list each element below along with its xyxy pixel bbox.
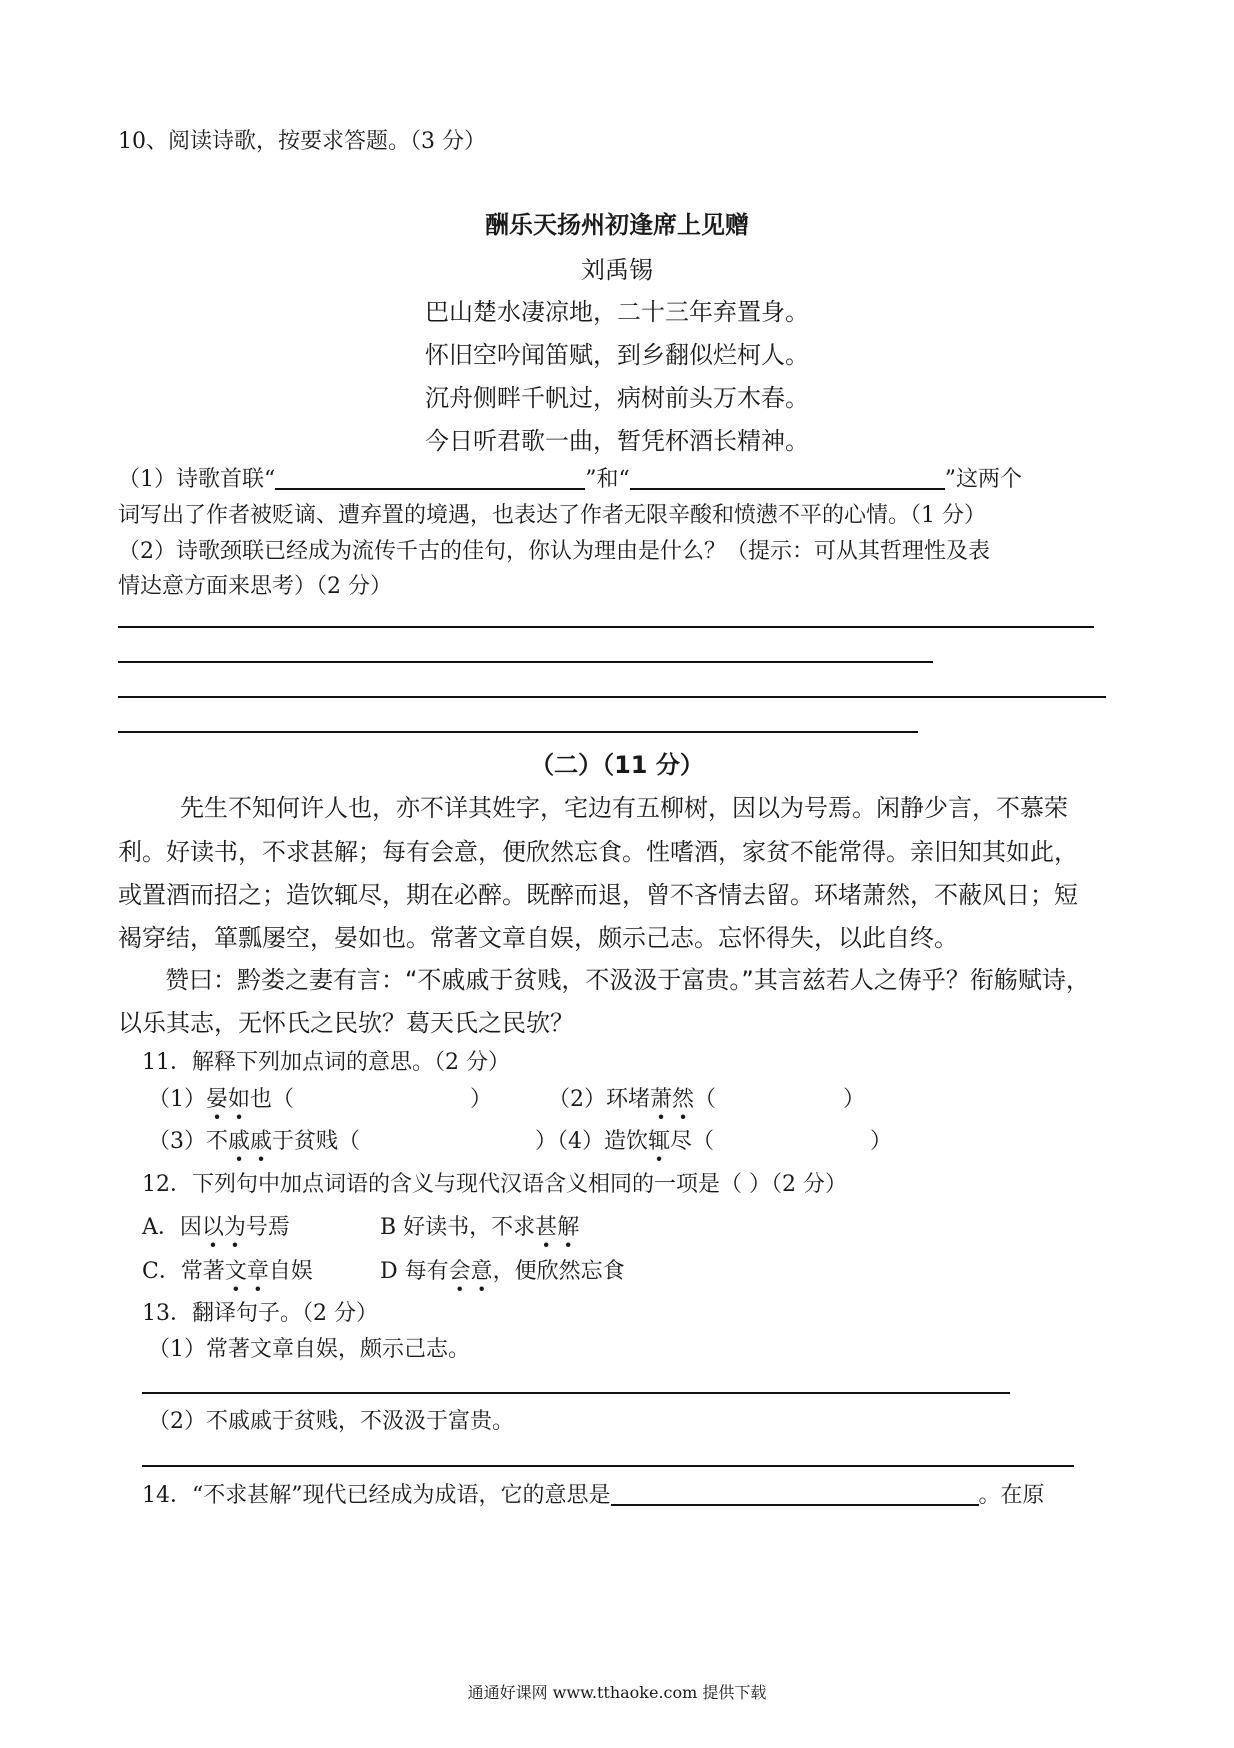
poem-line-3: 沉舟侧畔千帆过，病树前头万木春。	[425, 384, 809, 412]
q10-sub2-line2: 情达意方面来思考）（2 分）	[118, 574, 392, 599]
q11-item-3: （3）不戚戚于贫贱（	[148, 1124, 360, 1155]
q13-prompt: 13．翻译句子。（2 分）	[142, 1301, 378, 1326]
q11-item-2: （2）环堵萧然（	[548, 1082, 716, 1113]
dotted-word: 章	[246, 1259, 269, 1284]
q14-text-a: 14．“不求甚解”现代已经成为成语，它的意思是	[142, 1483, 611, 1508]
q12-option-b[interactable]: B 好读书，不求甚解	[380, 1210, 579, 1241]
poem-line-1: 巴山楚水凄凉地，二十三年弃置身。	[425, 298, 809, 326]
q10-blank-2[interactable]	[630, 488, 945, 490]
passage-line-3: 或置酒而招之；造饮辄尽，期在必醉。既醉而退，曾不吝情去留。环堵萧然，不蔽风日；短	[118, 881, 1078, 909]
dotted-word: 文	[224, 1259, 247, 1284]
q14-blank[interactable]	[611, 1504, 979, 1506]
dotted-word: 戚	[250, 1129, 273, 1154]
dotted-word: 会	[448, 1259, 471, 1284]
answer-line[interactable]	[118, 661, 933, 663]
q13-sentence-1: （1）常著文章自娱，颇示己志。	[148, 1337, 470, 1362]
q11-answer-4-close[interactable]: ）	[870, 1129, 893, 1154]
q11-answer-1-close[interactable]: ）	[470, 1087, 493, 1112]
poem-line-4: 今日听君歌一曲，暂凭杯酒长精神。	[425, 427, 809, 455]
section-heading: （二）（11 分）	[530, 751, 704, 779]
footer-text: 通通好课网 www.tthaoke.com 提供下载	[467, 1683, 767, 1702]
q11-answer-2-close[interactable]: ）	[843, 1087, 866, 1112]
q12-prompt: 12．下列句中加点词语的含义与现代汉语含义相同的一项是（ ）（2 分）	[142, 1172, 847, 1197]
dotted-word: 如	[228, 1087, 251, 1112]
answer-line[interactable]	[118, 731, 918, 733]
passage-line-6: 以乐其志，无怀氏之民欤？葛天氏之民欤？	[118, 1009, 574, 1037]
q12-option-c[interactable]: C．常著文章自娱	[142, 1254, 313, 1285]
q12-option-a[interactable]: A．因以为号焉	[142, 1210, 290, 1241]
poem-title: 酬乐天扬州初逢席上见赠	[485, 211, 749, 239]
q13-sentence-2: （2）不戚戚于贫贱，不汲汲于富贵。	[148, 1409, 514, 1434]
answer-line[interactable]	[118, 696, 1106, 698]
q11-item-1: （1）晏如也（	[148, 1082, 294, 1113]
q11-item-4: ）（4）造饮辄尽（	[535, 1124, 714, 1155]
dotted-word: 然	[672, 1087, 695, 1112]
q14-line	[142, 1478, 1045, 1509]
dotted-word: 甚	[535, 1215, 558, 1240]
dotted-word: 为	[223, 1215, 246, 1240]
dotted-word: 解	[557, 1215, 580, 1240]
dotted-word: 意	[470, 1259, 493, 1284]
answer-line[interactable]	[142, 1465, 1074, 1467]
q10-sub1-text-a: （1）诗歌首联“	[118, 467, 276, 492]
poem-author: 刘禹锡	[581, 256, 653, 284]
q10-sub1-text-c: ”这两个	[944, 467, 1022, 492]
q11-prompt: 11．解释下列加点词的意思。（2 分）	[142, 1050, 510, 1075]
dotted-word: 以	[201, 1215, 224, 1240]
dotted-word: 辄	[648, 1129, 671, 1154]
q10-blank-1[interactable]	[275, 488, 585, 490]
q10-sub1-line2: 词写出了作者被贬谪、遭弃置的境遇，也表达了作者无限辛酸和愤懑不平的心情。（1 分）	[118, 503, 986, 528]
passage-line-2: 利。好读书，不求甚解；每有会意，便欣然忘食。性嗜酒，家贫不能常得。亲旧知其如此，	[118, 838, 1078, 866]
q10-sub1-text-b: ”和“	[585, 467, 630, 492]
dotted-word: 萧	[650, 1087, 673, 1112]
q10-sub1-line1	[118, 462, 1022, 493]
answer-line[interactable]	[142, 1392, 1010, 1394]
dotted-word: 晏	[206, 1087, 229, 1112]
dotted-word: 戚	[228, 1129, 251, 1154]
q12-option-d[interactable]: D 每有会意，便欣然忘食	[380, 1254, 625, 1285]
q10-prompt: 10、阅读诗歌，按要求答题。（3 分）	[118, 129, 486, 154]
passage-line-4: 褐穿结，箪瓢屡空，晏如也。常著文章自娱，颇示己志。忘怀得失，以此自终。	[118, 924, 958, 952]
passage-line-5: 赞曰：黔娄之妻有言：“不戚戚于贫贱，不汲汲于富贵。”其言兹若人之俦乎？衔觞赋诗，	[165, 966, 1090, 994]
answer-line[interactable]	[118, 626, 1094, 628]
passage-line-1: 先生不知何许人也，亦不详其姓字，宅边有五柳树，因以为号焉。闲静少言，不慕荣	[180, 794, 1068, 822]
q14-text-b: 。在原	[978, 1483, 1045, 1508]
q10-sub2-line1: （2）诗歌颈联已经成为流传千古的佳句，你认为理由是什么？（提示：可从其哲理性及表	[118, 539, 991, 564]
poem-line-2: 怀旧空吟闻笛赋，到乡翻似烂柯人。	[425, 341, 809, 369]
